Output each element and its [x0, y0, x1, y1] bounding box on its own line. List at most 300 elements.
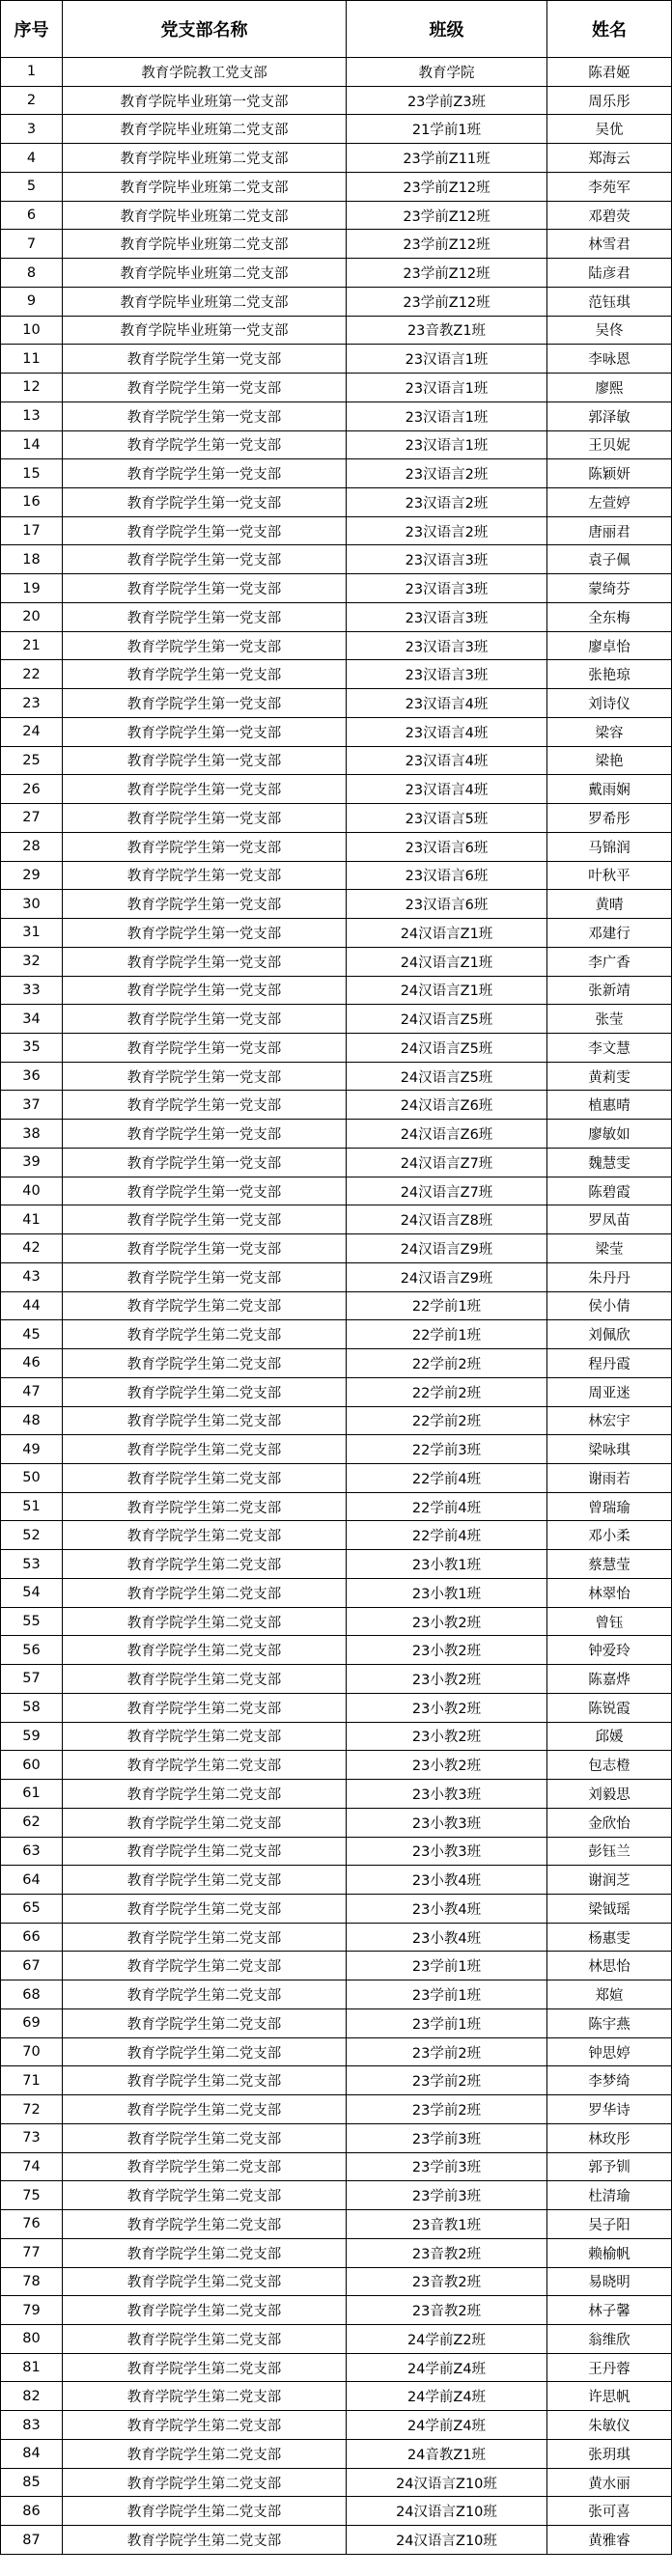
cell-index: 35 [1, 1033, 63, 1062]
cell-branch: 教育学院学生第一党支部 [63, 1262, 347, 1291]
cell-index: 64 [1, 1866, 63, 1895]
cell-index: 69 [1, 2008, 63, 2037]
cell-branch: 教育学院毕业班第二党支部 [63, 172, 347, 201]
cell-branch: 教育学院学生第一党支部 [63, 430, 347, 459]
cell-class: 22学前2班 [347, 1406, 547, 1435]
cell-name: 林思怡 [547, 1952, 672, 1980]
cell-branch: 教育学院毕业班第一党支部 [63, 86, 347, 115]
cell-branch: 教育学院学生第一党支部 [63, 345, 347, 374]
cell-branch: 教育学院学生第二党支部 [63, 1837, 347, 1866]
table-row [1, 2497, 672, 2526]
cell-name: 陈宇燕 [547, 2008, 672, 2037]
cell-name: 彭钰兰 [547, 1837, 672, 1866]
cell-branch: 教育学院学生第二党支部 [63, 2382, 347, 2411]
cell-class: 23音教2班 [347, 2267, 547, 2296]
table-row [1, 1980, 672, 2009]
cell-class: 23汉语言1班 [347, 402, 547, 430]
table-row [1, 574, 672, 603]
cell-name: 谢润芝 [547, 1866, 672, 1895]
cell-class: 24汉语言Z5班 [347, 1062, 547, 1091]
cell-branch: 教育学院学生第二党支部 [63, 2296, 347, 2325]
table-row [1, 919, 672, 948]
cell-class: 23小教3班 [347, 1780, 547, 1809]
cell-index: 2 [1, 86, 63, 115]
cell-name: 刘佩欣 [547, 1320, 672, 1349]
cell-class: 教育学院 [347, 58, 547, 87]
cell-name: 李苑军 [547, 172, 672, 201]
cell-branch: 教育学院毕业班第二党支部 [63, 259, 347, 288]
cell-name: 范钰琪 [547, 287, 672, 316]
cell-index: 42 [1, 1234, 63, 1263]
table-row [1, 1751, 672, 1780]
cell-index: 19 [1, 574, 63, 603]
cell-name: 刘毅思 [547, 1780, 672, 1809]
cell-index: 34 [1, 1005, 63, 1034]
cell-index: 11 [1, 345, 63, 374]
cell-index: 7 [1, 230, 63, 259]
table-row [1, 545, 672, 574]
table-row [1, 746, 672, 775]
cell-index: 71 [1, 2066, 63, 2095]
table-row [1, 374, 672, 402]
cell-index: 76 [1, 2210, 63, 2239]
cell-index: 32 [1, 947, 63, 976]
cell-name: 袁子佩 [547, 545, 672, 574]
cell-index: 62 [1, 1808, 63, 1837]
cell-branch: 教育学院学生第一党支部 [63, 516, 347, 545]
cell-index: 25 [1, 746, 63, 775]
cell-branch: 教育学院学生第二党支部 [63, 1693, 347, 1722]
cell-name: 梁容 [547, 717, 672, 746]
cell-class: 24汉语言Z10班 [347, 2468, 547, 2497]
cell-name: 廖卓怡 [547, 631, 672, 660]
table-row [1, 1463, 672, 1492]
cell-index: 49 [1, 1435, 63, 1464]
cell-class: 24汉语言Z10班 [347, 2526, 547, 2555]
cell-name: 周亚迷 [547, 1377, 672, 1406]
cell-index: 22 [1, 660, 63, 689]
table-row [1, 2123, 672, 2152]
cell-class: 24汉语言Z9班 [347, 1262, 547, 1291]
cell-index: 18 [1, 545, 63, 574]
table-row [1, 58, 672, 87]
cell-class: 21学前1班 [347, 115, 547, 144]
cell-index: 85 [1, 2468, 63, 2497]
table-row [1, 1952, 672, 1980]
cell-branch: 教育学院学生第一党支部 [63, 861, 347, 890]
cell-branch: 教育学院学生第二党支部 [63, 1636, 347, 1665]
cell-index: 23 [1, 689, 63, 718]
cell-index: 51 [1, 1492, 63, 1521]
cell-class: 23小教2班 [347, 1751, 547, 1780]
table-row [1, 1205, 672, 1234]
cell-index: 75 [1, 2181, 63, 2210]
cell-name: 郑媗 [547, 1980, 672, 2009]
cell-index: 57 [1, 1665, 63, 1694]
table-row [1, 1866, 672, 1895]
cell-class: 23学前3班 [347, 2181, 547, 2210]
table-row [1, 2008, 672, 2037]
cell-name: 黄雅睿 [547, 2526, 672, 2555]
table-row [1, 1808, 672, 1837]
cell-class: 22学前1班 [347, 1291, 547, 1320]
cell-name: 陈颖妍 [547, 459, 672, 488]
cell-branch: 教育学院学生第一党支部 [63, 1005, 347, 1034]
cell-branch: 教育学院学生第二党支部 [63, 2439, 347, 2468]
cell-branch: 教育学院学生第一党支部 [63, 631, 347, 660]
cell-class: 23小教4班 [347, 1923, 547, 1952]
cell-branch: 教育学院学生第二党支部 [63, 1550, 347, 1579]
cell-name: 叶秋平 [547, 861, 672, 890]
cell-index: 36 [1, 1062, 63, 1091]
cell-name: 梁咏琪 [547, 1435, 672, 1464]
table-row [1, 2439, 672, 2468]
table-row [1, 488, 672, 517]
cell-class: 24汉语言Z9班 [347, 1234, 547, 1263]
cell-class: 23小教3班 [347, 1837, 547, 1866]
cell-class: 24汉语言Z6班 [347, 1091, 547, 1120]
cell-class: 23学前Z11班 [347, 144, 547, 173]
cell-branch: 教育学院学生第一党支部 [63, 1091, 347, 1120]
cell-class: 24汉语言Z7班 [347, 1177, 547, 1205]
cell-name: 包志橙 [547, 1751, 672, 1780]
table-row [1, 1062, 672, 1091]
cell-class: 24学前Z2班 [347, 2325, 547, 2354]
cell-index: 28 [1, 832, 63, 861]
cell-class: 23汉语言3班 [347, 545, 547, 574]
table-row [1, 1780, 672, 1809]
cell-name: 梁艳 [547, 746, 672, 775]
cell-name: 曾瑞瑜 [547, 1492, 672, 1521]
header-name: 姓名 [547, 1, 672, 58]
cell-class: 23汉语言6班 [347, 832, 547, 861]
cell-class: 23学前Z12班 [347, 201, 547, 230]
cell-name: 金欣怡 [547, 1808, 672, 1837]
table-row [1, 1377, 672, 1406]
cell-index: 60 [1, 1751, 63, 1780]
cell-class: 23学前Z3班 [347, 86, 547, 115]
cell-index: 65 [1, 1895, 63, 1924]
cell-index: 5 [1, 172, 63, 201]
table-row [1, 1435, 672, 1464]
cell-class: 23小教2班 [347, 1722, 547, 1751]
cell-branch: 教育学院学生第一党支部 [63, 1234, 347, 1263]
cell-branch: 教育学院学生第二党支部 [63, 2526, 347, 2555]
cell-index: 80 [1, 2325, 63, 2354]
cell-name: 杜清瑜 [547, 2181, 672, 2210]
cell-index: 14 [1, 430, 63, 459]
cell-name: 魏慧雯 [547, 1148, 672, 1177]
cell-name: 周乐彤 [547, 86, 672, 115]
cell-branch: 教育学院学生第二党支部 [63, 2267, 347, 2296]
cell-class: 24汉语言Z5班 [347, 1033, 547, 1062]
cell-name: 林子馨 [547, 2296, 672, 2325]
cell-branch: 教育学院学生第一党支部 [63, 1205, 347, 1234]
cell-class: 23小教2班 [347, 1693, 547, 1722]
cell-index: 13 [1, 402, 63, 430]
table-row [1, 2382, 672, 2411]
cell-class: 23汉语言2班 [347, 488, 547, 517]
cell-branch: 教育学院学生第一党支部 [63, 976, 347, 1005]
cell-name: 张新靖 [547, 976, 672, 1005]
cell-name: 王丹蓉 [547, 2353, 672, 2382]
cell-class: 24学前Z4班 [347, 2411, 547, 2440]
cell-index: 87 [1, 2526, 63, 2555]
cell-index: 40 [1, 1177, 63, 1205]
cell-class: 23汉语言4班 [347, 746, 547, 775]
cell-class: 23学前2班 [347, 2066, 547, 2095]
cell-class: 23汉语言4班 [347, 689, 547, 718]
table-row [1, 345, 672, 374]
cell-name: 罗凤苗 [547, 1205, 672, 1234]
table-row [1, 1607, 672, 1636]
cell-class: 22学前3班 [347, 1435, 547, 1464]
cell-branch: 教育学院毕业班第一党支部 [63, 316, 347, 345]
cell-branch: 教育学院学生第一党支部 [63, 1033, 347, 1062]
cell-name: 程丹霞 [547, 1349, 672, 1378]
cell-index: 39 [1, 1148, 63, 1177]
cell-branch: 教育学院学生第二党支部 [63, 1435, 347, 1464]
cell-name: 张艳琼 [547, 660, 672, 689]
cell-branch: 教育学院学生第二党支部 [63, 1665, 347, 1694]
cell-name: 刘诗仪 [547, 689, 672, 718]
table-row [1, 861, 672, 890]
cell-name: 郭予钏 [547, 2152, 672, 2181]
cell-branch: 教育学院学生第二党支部 [63, 1349, 347, 1378]
cell-index: 53 [1, 1550, 63, 1579]
cell-branch: 教育学院学生第二党支部 [63, 2468, 347, 2497]
cell-class: 23小教2班 [347, 1665, 547, 1694]
table-row [1, 1693, 672, 1722]
table-row [1, 1120, 672, 1149]
cell-class: 24汉语言Z7班 [347, 1148, 547, 1177]
cell-class: 23汉语言3班 [347, 660, 547, 689]
cell-class: 23学前1班 [347, 1952, 547, 1980]
cell-index: 21 [1, 631, 63, 660]
cell-branch: 教育学院学生第一党支部 [63, 689, 347, 718]
cell-name: 林翠怡 [547, 1578, 672, 1607]
table-row [1, 1320, 672, 1349]
header-branch: 党支部名称 [63, 1, 347, 58]
cell-branch: 教育学院毕业班第二党支部 [63, 144, 347, 173]
cell-name: 曾钰 [547, 1607, 672, 1636]
cell-branch: 教育学院学生第二党支部 [63, 1406, 347, 1435]
cell-name: 钟思婷 [547, 2037, 672, 2066]
cell-name: 郭泽敏 [547, 402, 672, 430]
table-row [1, 947, 672, 976]
table-row [1, 2066, 672, 2095]
cell-name: 杨惠雯 [547, 1923, 672, 1952]
cell-class: 24汉语言Z1班 [347, 976, 547, 1005]
cell-branch: 教育学院学生第二党支部 [63, 1923, 347, 1952]
cell-branch: 教育学院学生第二党支部 [63, 2238, 347, 2267]
cell-index: 86 [1, 2497, 63, 2526]
cell-class: 23汉语言1班 [347, 345, 547, 374]
cell-name: 廖敏如 [547, 1120, 672, 1149]
cell-branch: 教育学院学生第二党支部 [63, 2210, 347, 2239]
cell-index: 58 [1, 1693, 63, 1722]
cell-index: 8 [1, 259, 63, 288]
table-row [1, 660, 672, 689]
cell-name: 邱媛 [547, 1722, 672, 1751]
table-row [1, 2526, 672, 2555]
table-row [1, 890, 672, 919]
cell-branch: 教育学院学生第二党支部 [63, 1980, 347, 2009]
cell-name: 朱敏仪 [547, 2411, 672, 2440]
cell-index: 31 [1, 919, 63, 948]
cell-class: 23小教3班 [347, 1808, 547, 1837]
cell-index: 61 [1, 1780, 63, 1809]
table-row [1, 172, 672, 201]
cell-index: 59 [1, 1722, 63, 1751]
cell-class: 24汉语言Z10班 [347, 2497, 547, 2526]
cell-name: 谢雨若 [547, 1463, 672, 1492]
table-row [1, 2411, 672, 2440]
cell-class: 23汉语言4班 [347, 775, 547, 804]
cell-name: 陆彦君 [547, 259, 672, 288]
cell-branch: 教育学院学生第二党支部 [63, 1521, 347, 1550]
cell-class: 23汉语言3班 [347, 574, 547, 603]
cell-name: 陈嘉烨 [547, 1665, 672, 1694]
table-row [1, 430, 672, 459]
cell-branch: 教育学院学生第二党支部 [63, 2123, 347, 2152]
cell-index: 54 [1, 1578, 63, 1607]
cell-index: 68 [1, 1980, 63, 2009]
cell-class: 23学前2班 [347, 2037, 547, 2066]
cell-branch: 教育学院学生第二党支部 [63, 1607, 347, 1636]
cell-branch: 教育学院学生第一党支部 [63, 717, 347, 746]
table-row [1, 1722, 672, 1751]
cell-index: 50 [1, 1463, 63, 1492]
cell-index: 17 [1, 516, 63, 545]
cell-index: 83 [1, 2411, 63, 2440]
cell-class: 23汉语言5班 [347, 804, 547, 833]
cell-name: 吴佟 [547, 316, 672, 345]
cell-class: 23学前Z12班 [347, 172, 547, 201]
cell-index: 30 [1, 890, 63, 919]
cell-name: 王贝妮 [547, 430, 672, 459]
cell-class: 23学前Z12班 [347, 259, 547, 288]
cell-class: 23汉语言4班 [347, 717, 547, 746]
cell-branch: 教育学院学生第二党支部 [63, 2353, 347, 2382]
cell-class: 23汉语言1班 [347, 374, 547, 402]
cell-name: 翁维欣 [547, 2325, 672, 2354]
cell-index: 3 [1, 115, 63, 144]
cell-class: 24学前Z4班 [347, 2382, 547, 2411]
table-row [1, 2468, 672, 2497]
cell-name: 张莹 [547, 1005, 672, 1034]
table-row [1, 1349, 672, 1378]
cell-index: 15 [1, 459, 63, 488]
cell-name: 赖榆帆 [547, 2238, 672, 2267]
table-row [1, 1148, 672, 1177]
cell-name: 李广香 [547, 947, 672, 976]
cell-branch: 教育学院学生第二党支部 [63, 1463, 347, 1492]
cell-class: 23学前3班 [347, 2123, 547, 2152]
cell-name: 蒙绮芬 [547, 574, 672, 603]
cell-index: 82 [1, 2382, 63, 2411]
cell-index: 10 [1, 316, 63, 345]
cell-index: 45 [1, 1320, 63, 1349]
cell-name: 邓小柔 [547, 1521, 672, 1550]
table-row [1, 259, 672, 288]
table-row [1, 1291, 672, 1320]
table-row [1, 1262, 672, 1291]
table-row [1, 1665, 672, 1694]
cell-branch: 教育学院学生第一党支部 [63, 574, 347, 603]
cell-name: 唐丽君 [547, 516, 672, 545]
cell-index: 44 [1, 1291, 63, 1320]
table-row [1, 2152, 672, 2181]
cell-class: 22学前4班 [347, 1463, 547, 1492]
cell-name: 植惠晴 [547, 1091, 672, 1120]
cell-branch: 教育学院学生第二党支部 [63, 2497, 347, 2526]
cell-name: 罗华诗 [547, 2095, 672, 2124]
cell-index: 47 [1, 1377, 63, 1406]
cell-class: 23小教4班 [347, 1866, 547, 1895]
cell-index: 43 [1, 1262, 63, 1291]
cell-index: 41 [1, 1205, 63, 1234]
cell-branch: 教育学院学生第二党支部 [63, 2411, 347, 2440]
cell-name: 朱丹丹 [547, 1262, 672, 1291]
cell-name: 廖熙 [547, 374, 672, 402]
cell-class: 23汉语言1班 [347, 430, 547, 459]
table-row [1, 1578, 672, 1607]
table-row [1, 2325, 672, 2354]
table-row [1, 2210, 672, 2239]
cell-branch: 教育学院毕业班第二党支部 [63, 287, 347, 316]
cell-branch: 教育学院学生第二党支部 [63, 2325, 347, 2354]
cell-index: 72 [1, 2095, 63, 2124]
cell-branch: 教育学院学生第二党支部 [63, 1895, 347, 1924]
cell-name: 陈锐霞 [547, 1693, 672, 1722]
table-row [1, 2181, 672, 2210]
cell-class: 23学前Z12班 [347, 287, 547, 316]
table-row [1, 689, 672, 718]
cell-class: 24汉语言Z1班 [347, 947, 547, 976]
cell-class: 23小教2班 [347, 1607, 547, 1636]
cell-name: 李咏恩 [547, 345, 672, 374]
cell-branch: 教育学院学生第二党支部 [63, 1722, 347, 1751]
table-row [1, 775, 672, 804]
table-row [1, 144, 672, 173]
header-index: 序号 [1, 1, 63, 58]
cell-branch: 教育学院学生第一党支部 [63, 775, 347, 804]
table-row [1, 1005, 672, 1034]
cell-branch: 教育学院毕业班第二党支部 [63, 230, 347, 259]
table-row [1, 2037, 672, 2066]
cell-index: 77 [1, 2238, 63, 2267]
cell-index: 33 [1, 976, 63, 1005]
cell-name: 黄水丽 [547, 2468, 672, 2497]
cell-name: 李文慧 [547, 1033, 672, 1062]
table-row [1, 1234, 672, 1263]
table-row [1, 2095, 672, 2124]
table-row [1, 2238, 672, 2267]
cell-branch: 教育学院学生第一党支部 [63, 746, 347, 775]
table-row [1, 201, 672, 230]
cell-name: 黄晴 [547, 890, 672, 919]
cell-branch: 教育学院学生第一党支部 [63, 890, 347, 919]
table-row [1, 1492, 672, 1521]
cell-name: 林雪君 [547, 230, 672, 259]
cell-index: 56 [1, 1636, 63, 1665]
header-class: 班级 [347, 1, 547, 58]
cell-branch: 教育学院学生第二党支部 [63, 1952, 347, 1980]
cell-branch: 教育学院学生第二党支部 [63, 1866, 347, 1895]
cell-class: 23音教2班 [347, 2238, 547, 2267]
cell-index: 6 [1, 201, 63, 230]
